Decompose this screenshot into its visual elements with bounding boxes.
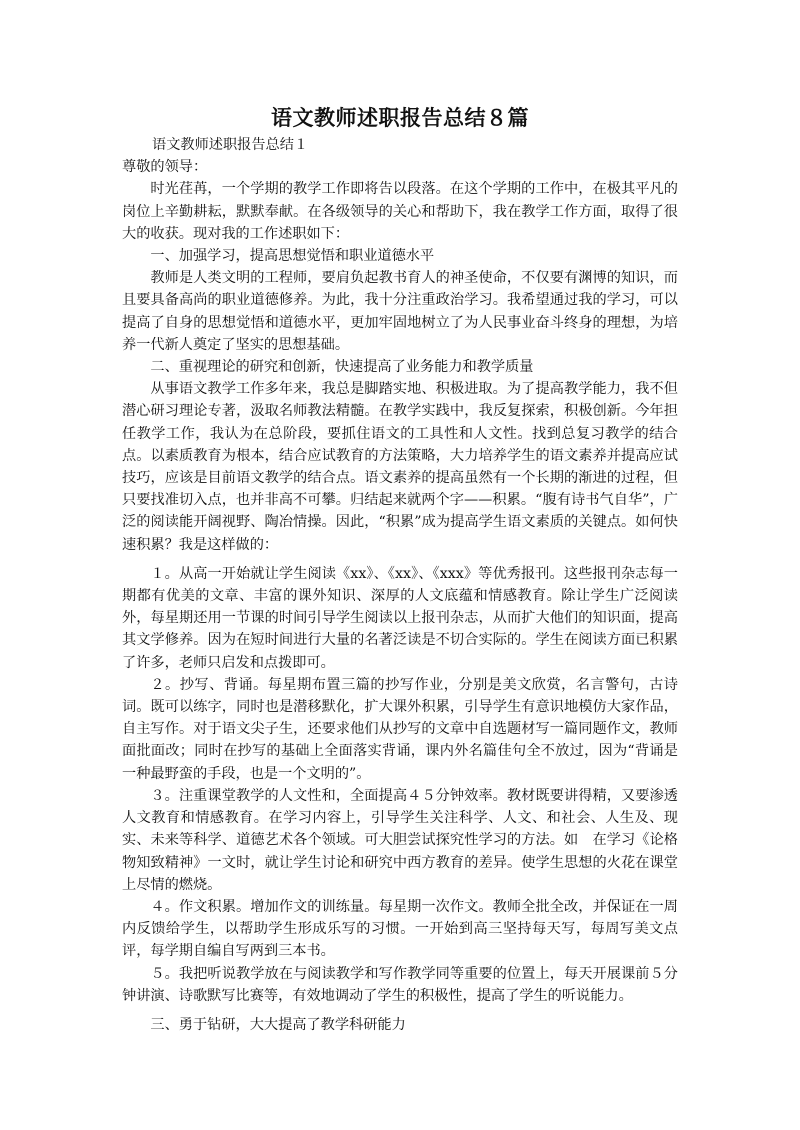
list-item-3: ３。注重课堂教学的人文性和，全面提高４５分钟效率。教材既要讲得精，又要渗透人文教育和情感教育。在学习内容上，引导学生关注科学、人文、和社会、人生及、现实、未来等科学、道德艺术各个领域。可大胆尝试探究性学习的方法。如 在学习《论格物知致精神》一文时，就让学生讨论和研究中西方教育的差异。使学生思想的火花在课堂上尽情的燃烧。 bbox=[122, 787, 678, 893]
paragraph-intro: 时光荏苒，一个学期的教学工作即将告以段落。在这个学期的工作中，在极其平凡的岗位上辛勤耕耘，默默奉献。在各级领导的关心和帮助下，我在教学工作方面，取得了很大的收获。现对我的工作述职如下： bbox=[122, 181, 678, 242]
list-item-4: ４。作文积累。增加作文的训练量。每星期一次作文。教师全批全改，并保证在一周内反馈给学生，以帮助学生形成乐写的习惯。一开始到高三坚持每天写，每周写美文点评，每学期自编自写两到三本书。 bbox=[122, 898, 678, 960]
report-subtitle: 语文教师述职报告总结１ bbox=[152, 137, 309, 153]
section-heading-2: 二、重视理论的研究和创新，快速提高了业务能力和教学质量 bbox=[150, 359, 534, 376]
list-item-5: ５。我把听说教学放在与阅读教学和写作教学同等重要的位置上，每天开展课前５分钟讲演、诗歌默写比赛等，有效地调动了学生的积极性，提高了学生的听说能力。 bbox=[122, 965, 678, 1004]
section-heading-3: 三、勇于钻研，大大提高了教学科研能力 bbox=[150, 1016, 406, 1033]
list-item-2: ２。抄写、背诵。每星期布置三篇的抄写作业，分别是美文欣赏，名言警句，古诗词。既可以练字，同时也是潜移默化，扩大课外积累，引导学生有意识地模仿大家作品，自主写作。对于语文尖子生，还要求他们从抄写的文章中自选题材写一篇同题作文，教师面批面改；同时在抄写的基础上全面落实背诵，课内外名篇佳句全不放过，因为“背诵是一种最野蛮的手段，也是一个文明的”。 bbox=[122, 676, 678, 782]
paragraph-section-1: 教师是人类文明的工程师，要肩负起教书育人的神圣使命，不仅要有渊博的知识，而且要具备高尚的职业道德修养。为此，我十分注重政治学习。我希望通过我的学习，可以提高了自身的思想觉悟和道德水平，更加牢固地树立了为人民事业奋斗终身的理想，为培养一代新人奠定了坚实的思想基础。 bbox=[122, 270, 678, 353]
document-title: 语文教师述职报告总结８篇 bbox=[271, 105, 529, 130]
salutation: 尊敬的领导： bbox=[122, 159, 208, 176]
list-item-1: １。从高一开始就让学生阅读《xx》、《xx》、《xxx》等优秀报刊。这些报刊杂志每一期都有优美的文章、丰富的课外知识、深厚的人文底蕴和情感教育。除让学生广泛阅读外，每星期还用一节课的时间引导学生阅读以上报刊杂志，从而扩大他们的知识面，提高其文学修养。因为在短时间进行大量的名著泛读是不切合实际的。学生在阅读方面已积累了许多，老师只启发和点拨即可。 bbox=[122, 565, 678, 671]
section-heading-1: 一、加强学习，提高思想觉悟和职业道德水平 bbox=[150, 248, 435, 265]
paragraph-section-2: 从事语文教学工作多年来，我总是脚踏实地、积极进取。为了提高教学能力，我不但潜心研习理论专著，汲取名师教法精髓。在教学实践中，我反复探索，积极创新。今年担任教学工作，我认为在总阶段，要抓住语文的工具性和人文性。找到总复习教学的结合点。以素质教育为根本，结合应试教育的方法策略，大力培养学生的语文素养并提高应试技巧，应该是目前语文教学的结合点。语文素养的提高虽然有一个长期的渐进的过程，但只要找准切入点，也并非高不可攀。归结起来就两个字——积累。“腹有诗书气自华”，广泛的阅读能开阔视野、陶冶情操。因此，“积累”成为提高学生语文素质的关键点。如何快速积累？我是这样做的： bbox=[122, 381, 678, 553]
document-body bbox=[122, 134, 678, 1036]
